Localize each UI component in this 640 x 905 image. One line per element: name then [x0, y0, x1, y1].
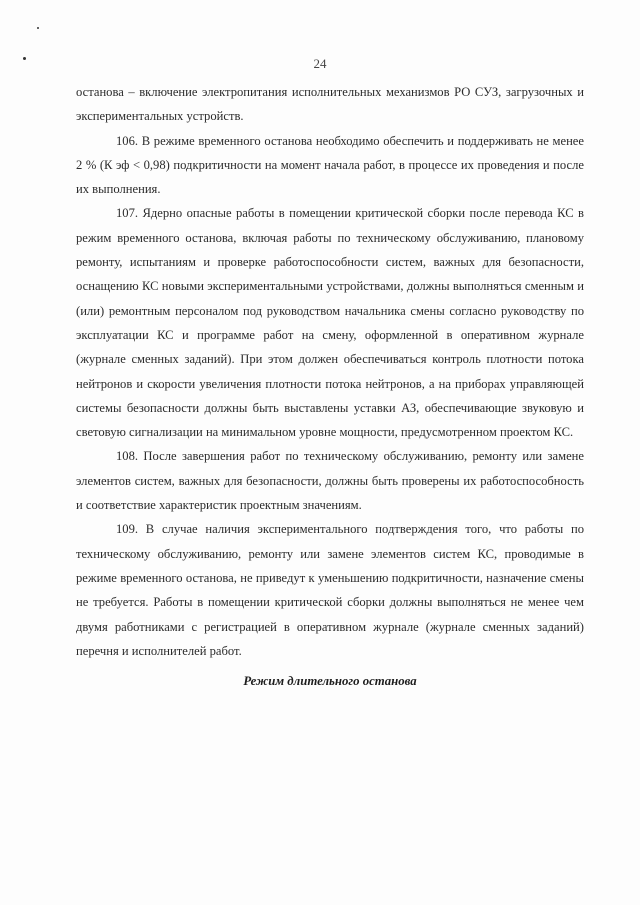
document-body — [76, 80, 584, 693]
paragraph-continuation: останова – включение электропитания исполнительных механизмов РО СУЗ, загрузочных и экспериментальных устройств. — [76, 85, 584, 124]
paragraph-107: 107. Ядерно опасные работы в помещении критической сборки после перевода КС в режим временного останова, включая работы по техническому обслуживанию, плановому ремонту, испытаниям и проверке работоспособности систем, важных для безопасности, оснащению КС новыми экспериментальными устройствами, должны выполняться сменным и (или) ремонтным персоналом под руководством начальника смены согласно руководству по эксплуатации КС и программе работ на смену, оформленной в оперативном журнале (журнале сменных заданий). При этом должен обеспечиваться контроль плотности потока нейтронов и скорости увеличения плотности потока нейтронов, а на приборах управляющей системы безопасности должны быть выставлены уставки АЗ, обеспечивающие звуковую и световую сигнализации на минимальном уровне мощности, предусмотренном проектом КС. — [76, 206, 584, 440]
paragraph-106: 106. В режиме временного останова необходимо обеспечить и поддерживать не менее 2 % (К эф < 0,98) подкритичности на момент начала работ, в процессе их проведения и после их выполнения. — [76, 133, 584, 197]
paragraph-108: 108. После завершения работ по техническому обслуживанию, ремонту или замене элементов систем, важных для безопасности, должны быть проверены их работоспособность и соответствие характеристик проектным значениям. — [76, 449, 584, 513]
paragraph-109: 109. В случае наличия экспериментального подтверждения того, что работы по техническому обслуживанию, ремонту или замене элементов систем КС, проводимые в режиме временного останова, не приведут к уменьшению подкритичности, назначение смены не требуется. Работы в помещении критической сборки должны выполняться не менее чем двумя работниками с регистрацией в оперативном журнале (журнале сменных заданий) перечня и исполнителей работ. — [76, 522, 584, 658]
scan-speck — [37, 27, 39, 29]
section-heading: Режим длительного останова — [243, 674, 417, 689]
page-number: 24 — [313, 56, 327, 71]
